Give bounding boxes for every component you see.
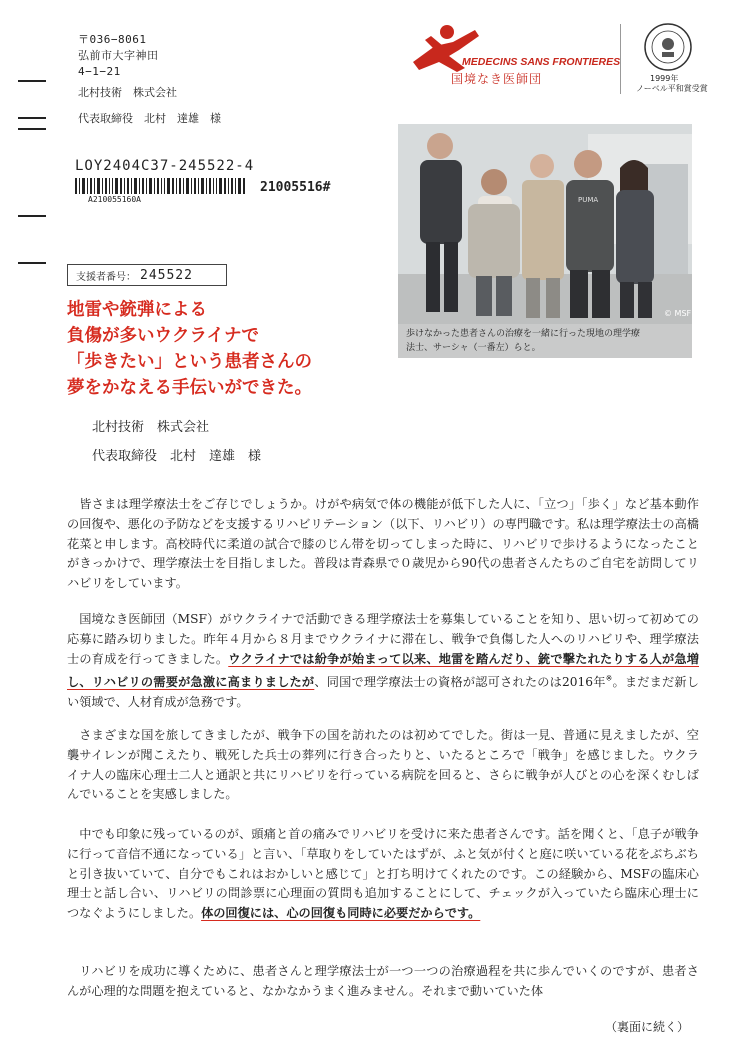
shirt-print: PUMA <box>578 196 599 204</box>
paragraph-span: 。まだまだ新しい領域で、人材育成が急務です。 <box>67 675 699 710</box>
supporter-number: 245522 <box>140 267 193 283</box>
highlight-text: ウクライナでは紛争が始まって以来、地雷を踏んだり、銃で撃たれたりする人が急増し、リハビリの需要が急激に高まりましたが <box>67 651 699 690</box>
caption-line: 歩けなかった患者さんの治療を一緒に行った現地の理学療 <box>406 329 641 339</box>
paragraph <box>67 962 699 1002</box>
paragraph-text: リハビリを成功に導くために、患者さんと理学療法士が一つ一つの治療過程を共に歩んでいくのですが、患者さんが心理的な問題を抱えていると、なかなかうまく進みません。それまで動いていた体 <box>67 964 699 998</box>
margin-mark <box>18 128 46 130</box>
small-code: A210055160A <box>88 195 141 204</box>
mailing-address <box>78 32 159 80</box>
margin-mark <box>18 262 46 264</box>
recipient-person: 代表取締役 北村 達雄 様 <box>78 112 221 125</box>
postal-code: 〒036−8061 <box>78 33 147 46</box>
supporter-label: 支援者番号： <box>76 271 136 283</box>
paragraph <box>67 726 699 805</box>
paragraph <box>67 825 699 924</box>
photo-illustration <box>398 124 692 324</box>
continued-note: （裏面に続く） <box>605 1020 690 1034</box>
logo-divider <box>620 24 621 94</box>
paragraph-span: 国境なき医師団（MSF）がウクライナで活動できる理学療法士を募集していることを知り、思い切って初めての応募に踏み切りました。昨年４月から８月までウクライナに滞在し、戦争で負傷した人へのリハビリや、理学療法士の育成を行ってきました。 <box>67 612 699 666</box>
tracking-code: LOY2404C37-245522-4 <box>75 158 255 174</box>
salutation-company: 北村技術 株式会社 <box>92 420 210 435</box>
supporter-number-box <box>67 264 227 286</box>
paragraph <box>67 495 699 594</box>
headline-line: 「歩きたい」という患者さんの <box>67 352 312 372</box>
reference-code: 21005516# <box>260 180 331 195</box>
barcode <box>75 178 245 194</box>
nobel-year: 1999年 <box>650 74 679 83</box>
highlight-text: 体の回復には、心の回復も同時に必要だからです。 <box>201 906 481 921</box>
recipient-company: 北村技術 株式会社 <box>78 86 177 99</box>
paragraph-text: 皆さまは理学療法士をご存じでしょうか。けがや病気で体の機能が低下した人に、「立つ」「歩く」など基本動作の回復や、悪化の予防などを支援するリハビリテーション（以下、リハビリ）の専門職です。私は理学療法士の高橋花菜と申します。高校時代に柔道の試合で膝のじん帯を切ってしまった時に、リハビリで歩けるようになったことがきっかけで、理学療法士を目指しました。普段は青森県で０歳児から90代の患者さんたちのご自宅を訪問してリハビリをしています。 <box>67 497 699 591</box>
salutation-person: 代表取締役 北村 達雄 様 <box>92 449 262 464</box>
photo-caption <box>398 324 692 358</box>
msf-name-jp: 国境なき医師団 <box>451 72 543 86</box>
headline <box>67 297 312 401</box>
nobel-seal-icon <box>643 22 693 72</box>
paragraph-text: さまざまな国を旅してきましたが、戦争下の国を訪れたのは初めてでした。街は一見、普通に見えましたが、空襲サイレンが聞こえたり、戦死した兵士の葬列に行き合ったりと、いたるところで「戦争」を感じました。ウクライナ人の臨床心理士二人と通訳と共にリハビリを行っている病院を回ると、さらに戦争が人びとの心を深くむしばんでいることを実感しました。 <box>67 728 699 802</box>
photo-credit: © MSF <box>664 309 692 318</box>
footnote-mark: ※ <box>605 674 613 684</box>
headline-line: 夢をかなえる手伝いができた。 <box>67 378 312 398</box>
nobel-label: ノーベル平和賞受賞 <box>636 84 708 93</box>
paragraph <box>67 610 699 713</box>
margin-mark <box>18 215 46 217</box>
address-line: 弘前市大字神田 <box>78 49 159 62</box>
headline-line: 負傷が多いウクライナで <box>67 326 259 346</box>
address-line: 4−1−21 <box>78 65 121 78</box>
headline-line: 地雷や銃弾による <box>67 300 207 320</box>
margin-mark <box>18 80 46 82</box>
paragraph-text <box>67 825 699 924</box>
team-photo <box>398 124 692 324</box>
paragraph-text <box>67 610 699 713</box>
paragraph-span: 中でも印象に残っているのが、頭痛と首の痛みでリハビリを受けに来た患者さんです。話を聞くと、「息子が戦争に行って音信不通になっている」と言い、「草取りをしていたはずが、ふと気が付くと庭に咲いている花をぶちぶちと引き抜いていて、自分でもこれはおかしいと感じて」と打ち明けてくれたのです。この経験から、MSFの臨床心理士と話し合い、リハビリの問診票に心理面の質問も追加することにして、チェックが入っていたら臨床心理士につなぐようにしました。 <box>67 827 699 921</box>
paragraph-span: 、同国で理学療法士の資格が認可されたのは2016年 <box>314 675 606 690</box>
caption-line: 法士、サーシャ（一番左）らと。 <box>406 343 541 353</box>
msf-name: MEDECINS SANS FRONTIERES <box>462 56 621 68</box>
margin-mark <box>18 117 46 119</box>
